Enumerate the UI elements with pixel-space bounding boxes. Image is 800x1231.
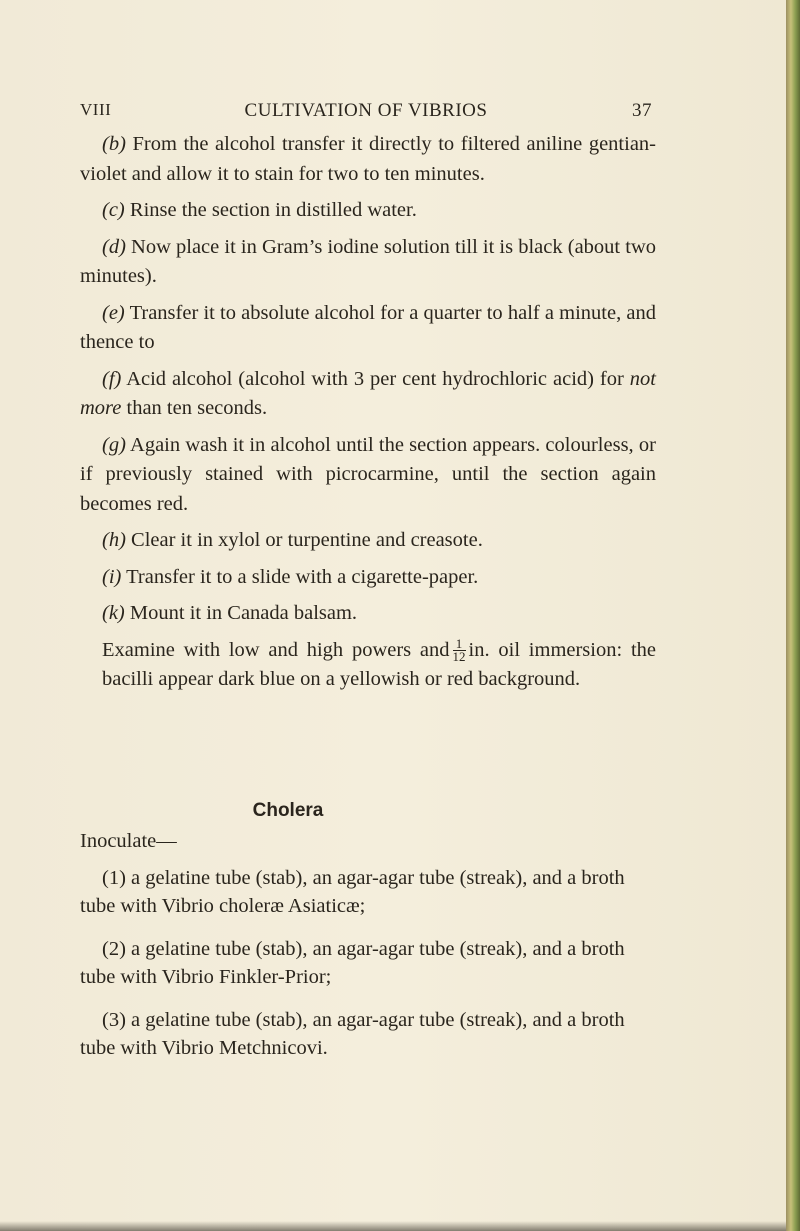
list-item: (1) a gelatine tube (stab), an agar-agar tube (streak), and a broth tube with Vibrio choleræ Asiaticæ;: [80, 867, 625, 917]
step-f: (f) Acid alcohol (alcohol with 3 per cent hydrochloric acid) for not more than ten seconds.: [80, 367, 656, 419]
fraction-one-twelfth: $\frac{1}{12}$: [452, 636, 466, 665]
cholera-heading: Cholera: [252, 800, 324, 821]
step-e: (e) Transfer it to absolute alcohol for a quarter to half a minute, and thence to: [80, 301, 656, 353]
examine-paragraph: Examine with low and high powers and $\frac{1}{12}$ in. oil immersion: the bacilli appear dark blue on a yellowish or red background.: [102, 636, 656, 690]
running-header: [80, 100, 652, 124]
step-c: (c) Rinse the section in distilled water.: [102, 199, 417, 221]
step-d: (d) Now place it in Gram’s iodine solution till it is black (about two minutes).: [80, 235, 656, 287]
page-number: 37: [632, 100, 652, 121]
book-spine-edge: [786, 0, 800, 1231]
list-item: (2) a gelatine tube (stab), an agar-agar tube (streak), and a broth tube with Vibrio Finkler-Prior;: [80, 938, 625, 988]
step-b: (b) From the alcohol transfer it directly to filtered aniline gentian-violet and allow it to stain for two to ten minutes.: [80, 133, 656, 185]
step-k: (k) Mount it in Canada balsam.: [102, 602, 358, 624]
emphasis-not-more: not more: [80, 367, 656, 419]
page-bottom-shadow: [0, 1221, 786, 1231]
cholera-list: [80, 864, 656, 1077]
step-h: (h) Clear it in xylol or turpentine and creasote.: [102, 529, 483, 551]
step-g: (g) Again wash it in alcohol until the section appears. colourless, or if previously stained with picrocarmine, until the section again becomes red.: [80, 433, 656, 515]
list-item: (3) a gelatine tube (stab), an agar-agar tube (streak), and a broth tube with Vibrio Metchnicovi.: [80, 1009, 625, 1059]
page-title: CULTIVATION OF VIBRIOS: [244, 100, 488, 121]
chapter-number: VIII: [80, 100, 112, 119]
inoculate-label: Inoculate—: [80, 830, 177, 852]
procedure-steps: [80, 130, 656, 695]
step-i: (i) Transfer it to a slide with a cigarette-paper.: [102, 565, 479, 588]
